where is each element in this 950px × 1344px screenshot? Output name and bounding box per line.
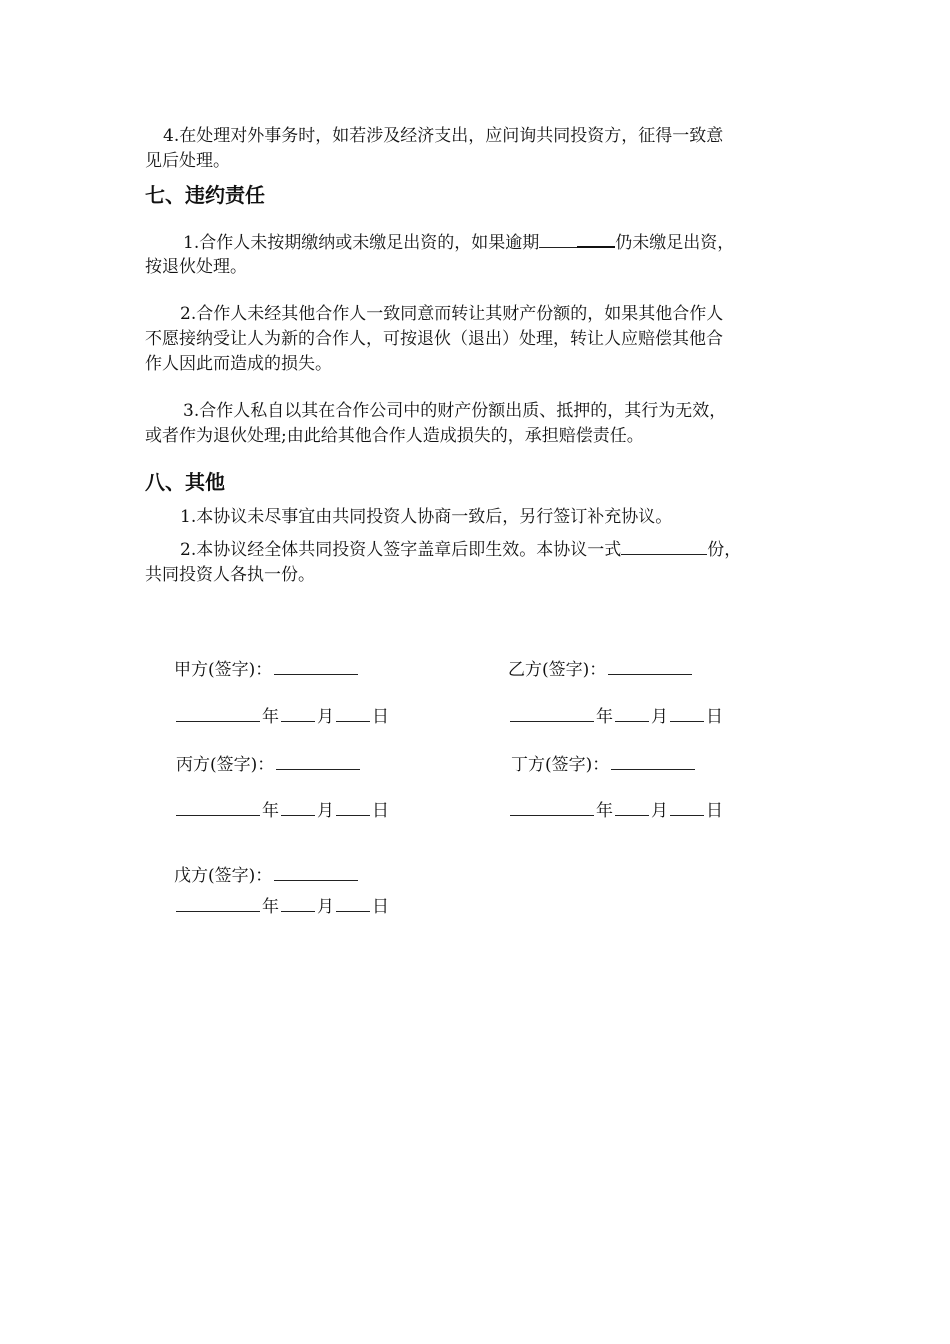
- party-a-signature: [174, 658, 360, 682]
- month-label: 月: [651, 801, 668, 821]
- section8-item2-line1: [180, 538, 741, 562]
- party-a-year-blank: [176, 705, 260, 722]
- overdue-blank: [539, 231, 577, 248]
- party-e-month-blank: [281, 895, 315, 912]
- party-a-label: 甲方(签字)：: [174, 660, 273, 680]
- section6-item4-line1: 4.在处理对外事务时，如若涉及经济支出，应问询共同投资方，征得一致意: [163, 126, 724, 146]
- party-e-year-blank: [176, 895, 260, 912]
- party-d-date: [508, 799, 723, 823]
- party-d-signature-line: [611, 753, 695, 770]
- party-d-month-blank: [615, 799, 649, 816]
- section8-heading: 八、其他: [145, 470, 225, 494]
- day-label: 日: [372, 801, 389, 821]
- party-c-date: [174, 799, 389, 823]
- party-e-label: 戊方(签字)：: [174, 866, 273, 886]
- party-c-month-blank: [281, 799, 315, 816]
- party-e-date: [174, 895, 389, 919]
- party-b-label: 乙方(签字)：: [508, 660, 607, 680]
- day-label: 日: [706, 707, 723, 727]
- party-c-day-blank: [336, 799, 370, 816]
- party-c-year-blank: [176, 799, 260, 816]
- party-a-signature-line: [274, 658, 358, 675]
- year-label: 年: [262, 801, 279, 821]
- section7-item1-text-a: 1.合作人未按期缴纳或未缴足出资的，如果逾期: [183, 233, 540, 253]
- section7-item3-line1: 3.合作人私自以其在合作公司中的财产份额出质、抵押的，其行为无效，: [183, 401, 727, 421]
- party-d-signature: [511, 753, 697, 777]
- party-d-label: 丁方(签字)：: [511, 755, 610, 775]
- party-c-signature: [176, 753, 362, 777]
- year-label: 年: [596, 801, 613, 821]
- section6-item4-line2: 见后处理。: [145, 151, 230, 171]
- section7-item1-text-b: 仍未缴足出资，: [615, 233, 735, 253]
- section7-heading: 七、违约责任: [145, 183, 265, 207]
- party-e-signature: [174, 864, 360, 888]
- year-label: 年: [262, 707, 279, 727]
- copies-blank: [621, 538, 707, 555]
- overdue-blank-underline: [577, 230, 615, 248]
- section8-item2-line2: 共同投资人各执一份。: [145, 565, 315, 585]
- section7-item2-line2: 不愿接纳受让人为新的合作人，可按退伙（退出）处理，转让人应赔偿其他合: [145, 329, 723, 349]
- section7-item2-line1: 2.合作人未经其他合作人一致同意而转让其财产份额的，如果其他合作人: [180, 304, 724, 324]
- section7-item1-line1: [183, 230, 734, 255]
- section7-item3-line2: 或者作为退伙处理;由此给其他合作人造成损失的，承担赔偿责任。: [145, 426, 644, 446]
- month-label: 月: [651, 707, 668, 727]
- month-label: 月: [317, 897, 334, 917]
- party-b-month-blank: [615, 705, 649, 722]
- party-a-month-blank: [281, 705, 315, 722]
- party-b-date: [508, 705, 723, 729]
- party-a-date: [174, 705, 389, 729]
- party-c-label: 丙方(签字)：: [176, 755, 275, 775]
- day-label: 日: [372, 707, 389, 727]
- section7-item1-line2: 按退伙处理。: [145, 257, 247, 277]
- party-e-signature-line: [274, 864, 358, 881]
- party-b-day-blank: [670, 705, 704, 722]
- party-b-year-blank: [510, 705, 594, 722]
- party-d-day-blank: [670, 799, 704, 816]
- month-label: 月: [317, 801, 334, 821]
- section8-item2-text-b: 份，: [707, 540, 742, 560]
- year-label: 年: [596, 707, 613, 727]
- month-label: 月: [317, 707, 334, 727]
- party-d-year-blank: [510, 799, 594, 816]
- party-e-day-blank: [336, 895, 370, 912]
- day-label: 日: [706, 801, 723, 821]
- section8-item2-text-a: 2.本协议经全体共同投资人签字盖章后即生效。本协议一式: [180, 540, 622, 560]
- party-b-signature-line: [608, 658, 692, 675]
- year-label: 年: [262, 897, 279, 917]
- section8-item1: 1.本协议未尽事宜由共同投资人协商一致后，另行签订补充协议。: [180, 507, 673, 527]
- party-c-signature-line: [276, 753, 360, 770]
- party-a-day-blank: [336, 705, 370, 722]
- day-label: 日: [372, 897, 389, 917]
- section7-item2-line3: 作人因此而造成的损失。: [145, 354, 332, 374]
- party-b-signature: [508, 658, 694, 682]
